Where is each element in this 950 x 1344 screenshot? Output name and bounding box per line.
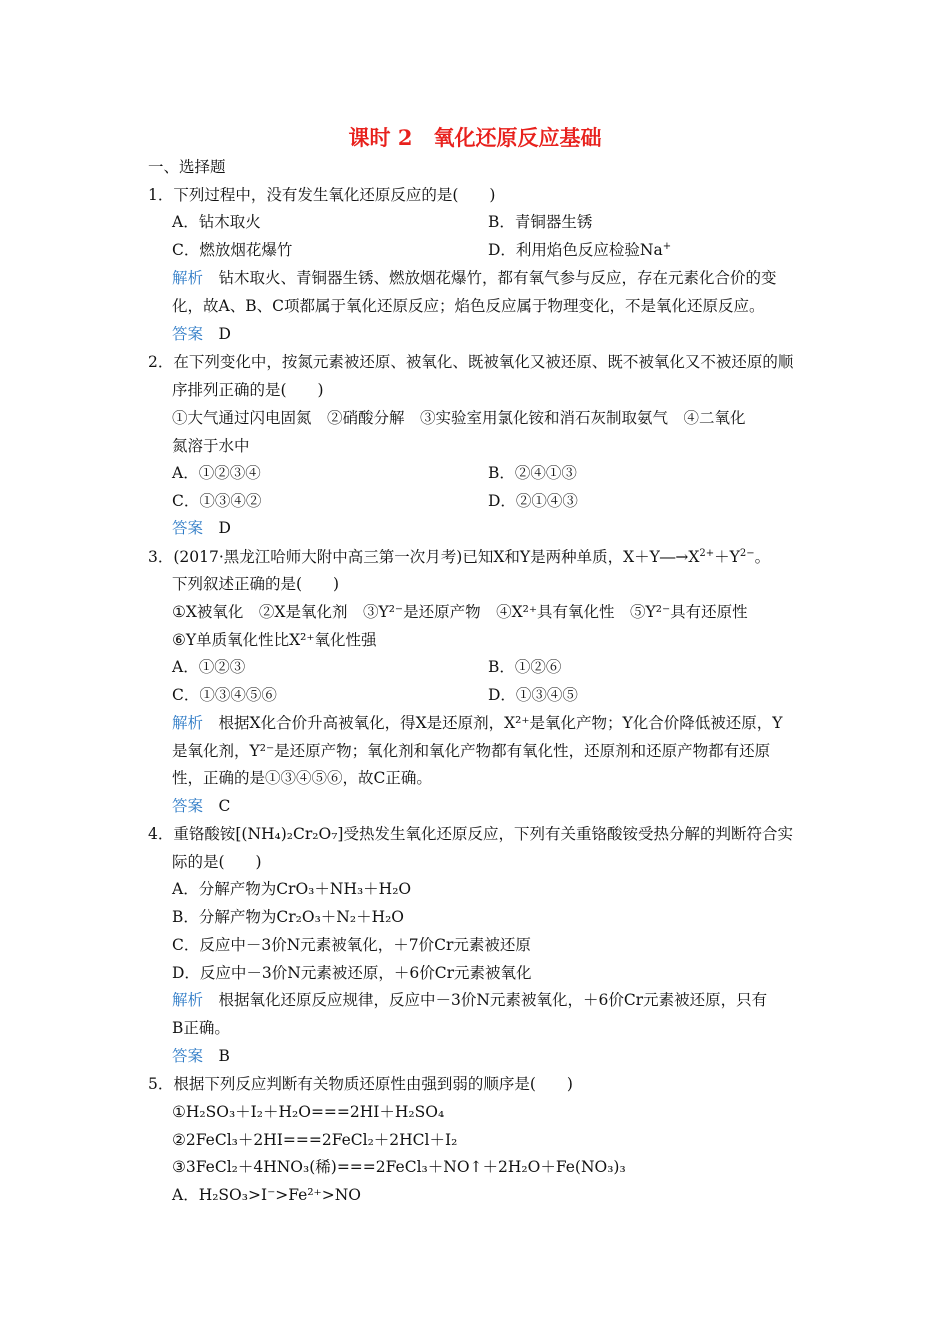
q5-reaction-3: ③3FeCl₂＋4HNO₃(稀)===2FeCl₃＋NO↑＋2H₂O＋Fe(NO₃)₃ <box>172 1158 626 1176</box>
q1-option-b: B．青铜器生锈 <box>488 213 593 231</box>
q4-option-b: B．分解产物为Cr₂O₃＋N₂＋H₂O <box>172 908 405 926</box>
q3-answer: 答案 C <box>172 797 231 815</box>
q4-option-d: D．反应中－3价N元素被还原，＋6价Cr元素被氧化 <box>172 964 532 982</box>
q3-stem-cont: 下列叙述正确的是( ) <box>172 575 340 593</box>
q5-reaction-1: ①H₂SO₃＋I₂＋H₂O===2HI＋H₂SO₄ <box>172 1103 445 1121</box>
analysis-label: 解析 <box>172 714 204 732</box>
page-title: 课时 2 氧化还原反应基础 <box>348 125 602 150</box>
q3-analysis-cont2: 性，正确的是①③④⑤⑥，故C正确。 <box>172 769 432 787</box>
q5-reaction-2: ②2FeCl₃＋2HI===2FeCl₂＋2HCl＋I₂ <box>172 1131 458 1149</box>
q2-stem-cont: 序排列正确的是( ) <box>172 381 324 399</box>
q3-option-b: B．①②⑥ <box>488 658 562 676</box>
q5-option-a: A．H₂SO₃>I⁻>Fe²⁺>NO <box>172 1186 361 1204</box>
analysis-label: 解析 <box>172 991 204 1009</box>
q3-analysis: 解析 根据X化合价升高被氧化，得X是还原剂，X²⁺是氧化产物；Y化合价降低被还原，Y <box>172 714 783 732</box>
q3-stem: 3．(2017·黑龙江哈师大附中高三第一次月考)已知X和Y是两种单质，$X+Y―\to X^{2+}+Y^{2-}$。 <box>148 547 771 566</box>
q2-option-d: D．②①④③ <box>488 492 578 510</box>
q1-option-c: C．燃放烟花爆竹 <box>172 241 293 259</box>
answer-label: 答案 <box>172 519 204 537</box>
answer-label: 答案 <box>172 1047 204 1065</box>
q2-option-a: A．①②③④ <box>172 464 261 482</box>
q3-option-a: A．①②③ <box>172 658 246 676</box>
q4-option-c: C．反应中－3价N元素被氧化，＋7价Cr元素被还原 <box>172 936 531 954</box>
q1-analysis-cont: 化，故A、B、C项都属于氧化还原反应；焰色反应属于物理变化，不是氧化还原反应。 <box>172 297 765 315</box>
analysis-label: 解析 <box>172 269 204 287</box>
q1-option-a: A．钻木取火 <box>172 213 261 231</box>
q1-option-d: D．利用焰色反应检验Na+ <box>488 240 672 259</box>
q3-items-cont: ⑥Y单质氧化性比X²⁺氧化性强 <box>172 631 377 649</box>
q1-analysis: 解析 钻木取火、青铜器生锈、燃放烟花爆竹，都有氧气参与反应，存在元素化合价的变 <box>172 269 777 287</box>
q1-stem: 1．下列过程中，没有发生氧化还原反应的是( ) <box>148 186 496 204</box>
q2-items: ①大气通过闪电固氮 ②硝酸分解 ③实验室用氯化铵和消石灰制取氨气 ④二氧化 <box>172 409 746 427</box>
q3-option-c: C．①③④⑤⑥ <box>172 686 277 704</box>
q2-items-cont: 氮溶于水中 <box>172 437 250 455</box>
answer-label: 答案 <box>172 325 204 343</box>
q3-option-d: D．①③④⑤ <box>488 686 578 704</box>
q5-stem: 5．根据下列反应判断有关物质还原性由强到弱的顺序是( ) <box>148 1075 573 1093</box>
q2-option-b: B．②④①③ <box>488 464 577 482</box>
answer-label: 答案 <box>172 797 204 815</box>
q4-stem-cont: 际的是( ) <box>172 853 262 871</box>
q4-analysis-cont: B正确。 <box>172 1019 230 1037</box>
q4-analysis: 解析 根据氧化还原反应规律，反应中－3价N元素被氧化，＋6价Cr元素被还原，只有 <box>172 991 768 1009</box>
q2-option-c: C．①③④② <box>172 492 262 510</box>
q1-answer: 答案 D <box>172 325 231 343</box>
q4-option-a: A．分解产物为CrO₃＋NH₃＋H₂O <box>172 880 412 898</box>
q2-answer: 答案 D <box>172 519 231 537</box>
q3-analysis-cont: 是氧化剂，Y²⁻是还原产物；氧化剂和氧化产物都有氧化性，还原剂和还原产物都有还原 <box>172 742 771 760</box>
q4-stem: 4．重铬酸铵[(NH₄)₂Cr₂O₇]受热发生氧化还原反应，下列有关重铬酸铵受热分解的判断符合实 <box>148 825 793 843</box>
q4-answer: 答案 B <box>172 1047 230 1065</box>
q2-stem: 2．在下列变化中，按氮元素被还原、被氧化、既被氧化又被还原、既不被氧化又不被还原的顺 <box>148 353 794 371</box>
q3-items: ①X被氧化 ②X是氧化剂 ③Y²⁻是还原产物 ④X²⁺具有氧化性 ⑤Y²⁻具有还原性 <box>172 603 748 621</box>
section-heading: 一、选择题 <box>148 158 226 176</box>
